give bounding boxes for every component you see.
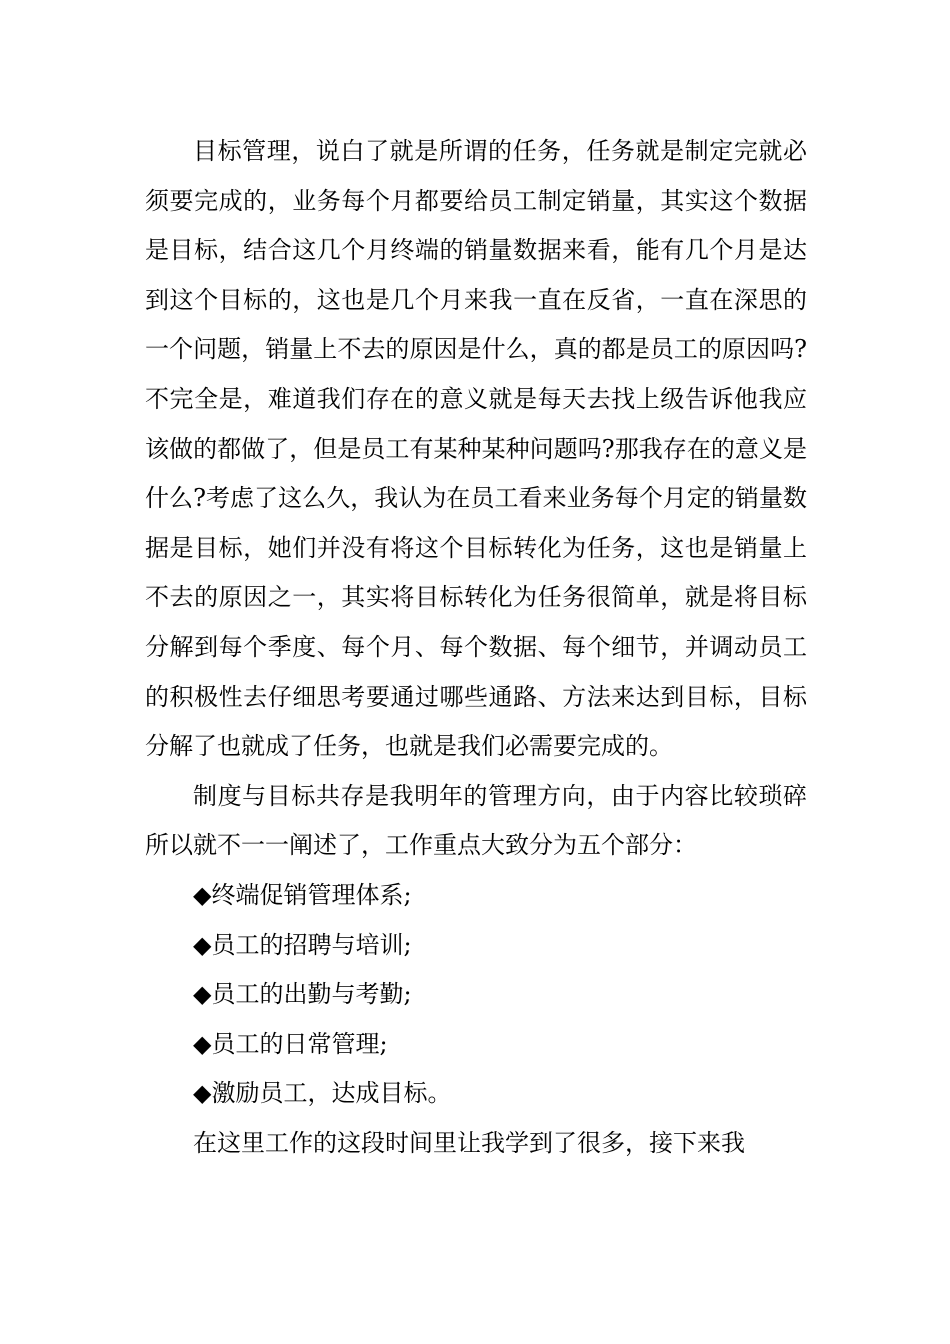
diamond-bullet-icon: ◆ — [193, 1029, 212, 1058]
bullet-item — [145, 1020, 807, 1070]
diamond-bullet-icon: ◆ — [193, 980, 212, 1009]
bullet-text: 终端促销管理体系; — [211, 880, 412, 909]
diamond-bullet-icon: ◆ — [193, 1079, 212, 1108]
paragraph-management-direction: 制度与目标共存是我明年的管理方向，由于内容比较琐碎所以就不一一阐述了，工作重点大致分为五个部分： — [145, 781, 807, 860]
bullet-text: 员工的招聘与培训; — [211, 930, 412, 959]
document-page — [145, 127, 807, 1168]
bullet-text: 员工的日常管理; — [211, 1029, 388, 1058]
paragraph-target-management: 目标管理，说白了就是所谓的任务，任务就是制定完就必须要完成的，业务每个月都要给员工制定销量，其实这个数据是目标，结合这几个月终端的销量数据来看，能有几个月是达到这个目标的，这也是几个月来我一直在反省，一直在深思的一个问题，销量上不去的原因是什么，真的都是员工的原因吗?不完全是，难道我们存在的意义就是每天去找上级告诉他我应该做的都做了，但是员工有某种某种问题吗?那我存在的意义是什么?考虑了这么久，我认为在员工看来业务每个月定的销量数据是目标，她们并没有将这个目标转化为任务，这也是销量上不去的原因之一，其实将目标转化为任务很简单，就是将目标分解到每个季度、每个月、每个数据、每个细节，并调动员工的积极性去仔细思考要通过哪些通路、方法来达到目标，目标分解了也就成了任务，也就是我们必需要完成的。 — [145, 137, 807, 761]
paragraph-closing: 在这里工作的这段时间里让我学到了很多，接下来我 — [193, 1128, 745, 1157]
diamond-bullet-icon: ◆ — [193, 880, 212, 909]
bullet-item — [145, 1069, 807, 1119]
bullet-item — [145, 921, 807, 971]
bullet-text: 员工的出勤与考勤; — [211, 980, 412, 1009]
diamond-bullet-icon: ◆ — [193, 930, 212, 959]
bullet-item — [145, 871, 807, 921]
bullet-item — [145, 970, 807, 1020]
bullet-text: 激励员工，达成目标。 — [211, 1079, 452, 1108]
